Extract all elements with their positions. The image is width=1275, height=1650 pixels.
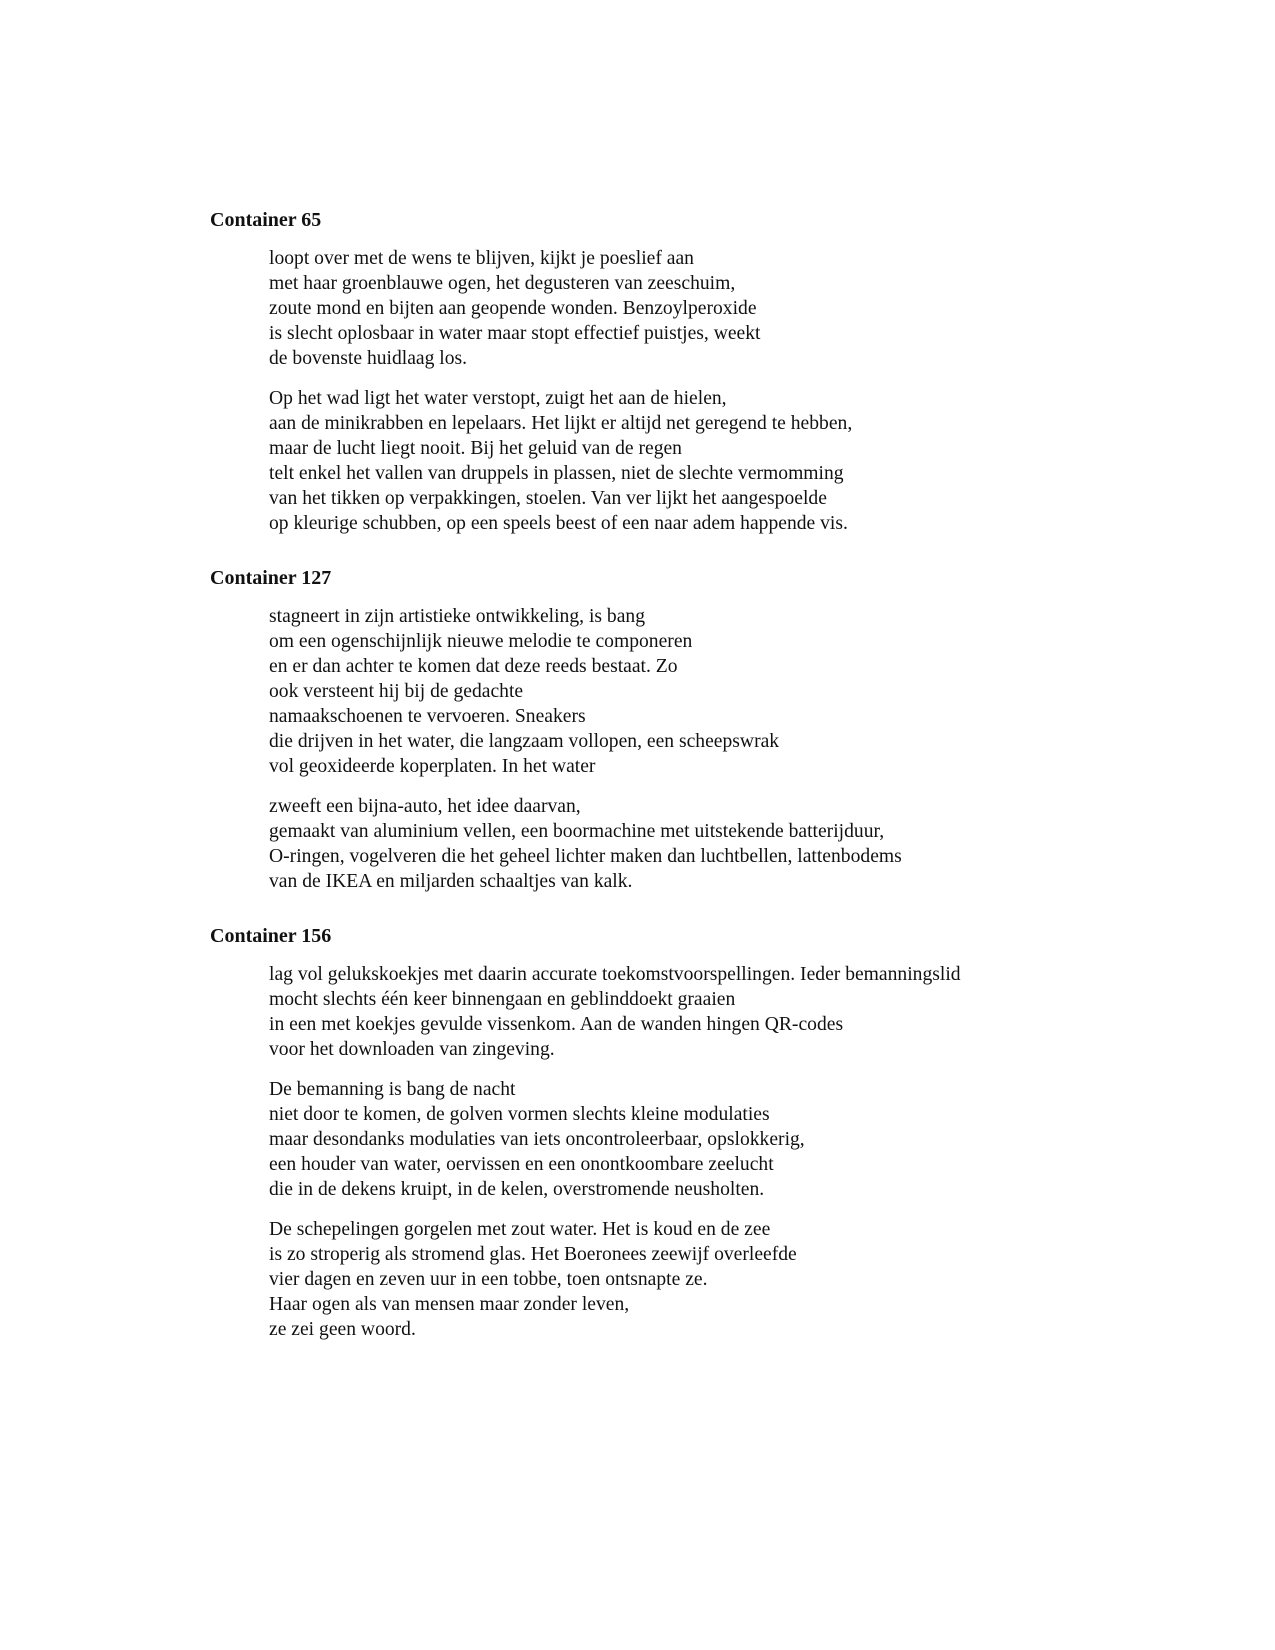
- poem-line: een houder van water, oervissen en een onontkoombare zeelucht: [269, 1154, 774, 1175]
- poem-line: van het tikken op verpakkingen, stoelen. Van ver lijkt het aangespoelde: [269, 488, 827, 509]
- poem-line: De bemanning is bang de nacht: [269, 1079, 516, 1100]
- section-title-container-127: Container 127: [210, 567, 332, 589]
- poem-line: stagneert in zijn artistieke ontwikkeling, is bang: [269, 606, 646, 627]
- poem-line: ze zei geen woord.: [269, 1319, 416, 1340]
- poem-line: die in de dekens kruipt, in de kelen, overstromende neusholten.: [269, 1179, 765, 1200]
- poem-line: vier dagen en zeven uur in een tobbe, toen ontsnapte ze.: [269, 1269, 708, 1290]
- stanza: [269, 1217, 797, 1342]
- stanza: [269, 794, 902, 894]
- stanza: [269, 1077, 805, 1202]
- poem-line: mocht slechts één keer binnengaan en geblinddoekt graaien: [269, 989, 736, 1010]
- poem-line: vol geoxideerde koperplaten. In het water: [269, 756, 596, 777]
- poem-line: en er dan achter te komen dat deze reeds bestaat. Zo: [269, 656, 678, 677]
- poem-line: aan de minikrabben en lepelaars. Het lijkt er altijd net geregend te hebben,: [269, 413, 853, 434]
- section-title-container-65: Container 65: [210, 209, 322, 231]
- poem-line: voor het downloaden van zingeving.: [269, 1039, 555, 1060]
- poem-line: namaakschoenen te vervoeren. Sneakers: [269, 706, 586, 727]
- poem-line: in een met koekjes gevulde vissenkom. Aan de wanden hingen QR-codes: [269, 1014, 844, 1035]
- poem-line: is slecht oplosbaar in water maar stopt effectief puistjes, weekt: [269, 323, 761, 344]
- poem-line: om een ogenschijnlijk nieuwe melodie te componeren: [269, 631, 693, 652]
- stanza: [269, 604, 779, 779]
- poem-line: niet door te komen, de golven vormen slechts kleine modulaties: [269, 1104, 770, 1125]
- poem-line: de bovenste huidlaag los.: [269, 348, 468, 369]
- poem-line: is zo stroperig als stromend glas. Het Boeronees zeewijf overleefde: [269, 1244, 797, 1265]
- poem-line: maar de lucht liegt nooit. Bij het geluid van de regen: [269, 438, 682, 459]
- poem-line: loopt over met de wens te blijven, kijkt je poeslief aan: [269, 248, 694, 269]
- poem-line: O-ringen, vogelveren die het geheel lichter maken dan luchtbellen, lattenbodems: [269, 846, 902, 867]
- poem-line: De schepelingen gorgelen met zout water. Het is koud en de zee: [269, 1219, 771, 1240]
- poem-line: met haar groenblauwe ogen, het degusteren van zeeschuim,: [269, 273, 736, 294]
- poem-line: zoute mond en bijten aan geopende wonden. Benzoylperoxide: [269, 298, 757, 319]
- poem-line: op kleurige schubben, op een speels beest of een naar adem happende vis.: [269, 513, 848, 534]
- stanza: [269, 962, 961, 1062]
- poem-line: telt enkel het vallen van druppels in plassen, niet de slechte vermomming: [269, 463, 844, 484]
- section-title-container-156: Container 156: [210, 925, 332, 947]
- poem-line: die drijven in het water, die langzaam vollopen, een scheepswrak: [269, 731, 780, 752]
- poem-line: ook versteent hij bij de gedachte: [269, 681, 524, 702]
- poem-line: Op het wad ligt het water verstopt, zuigt het aan de hielen,: [269, 388, 727, 409]
- poem-line: maar desondanks modulaties van iets oncontroleerbaar, opslokkerig,: [269, 1129, 805, 1150]
- poem-line: lag vol gelukskoekjes met daarin accurate toekomstvoorspellingen. Ieder bemanningslid: [269, 964, 961, 985]
- stanza: [269, 246, 761, 371]
- poem-line: gemaakt van aluminium vellen, een boormachine met uitstekende batterijduur,: [269, 821, 885, 842]
- stanza: [269, 386, 852, 536]
- poem-line: zweeft een bijna-auto, het idee daarvan,: [269, 796, 581, 817]
- poem-line: van de IKEA en miljarden schaaltjes van kalk.: [269, 871, 633, 892]
- poem-line: Haar ogen als van mensen maar zonder leven,: [269, 1294, 630, 1315]
